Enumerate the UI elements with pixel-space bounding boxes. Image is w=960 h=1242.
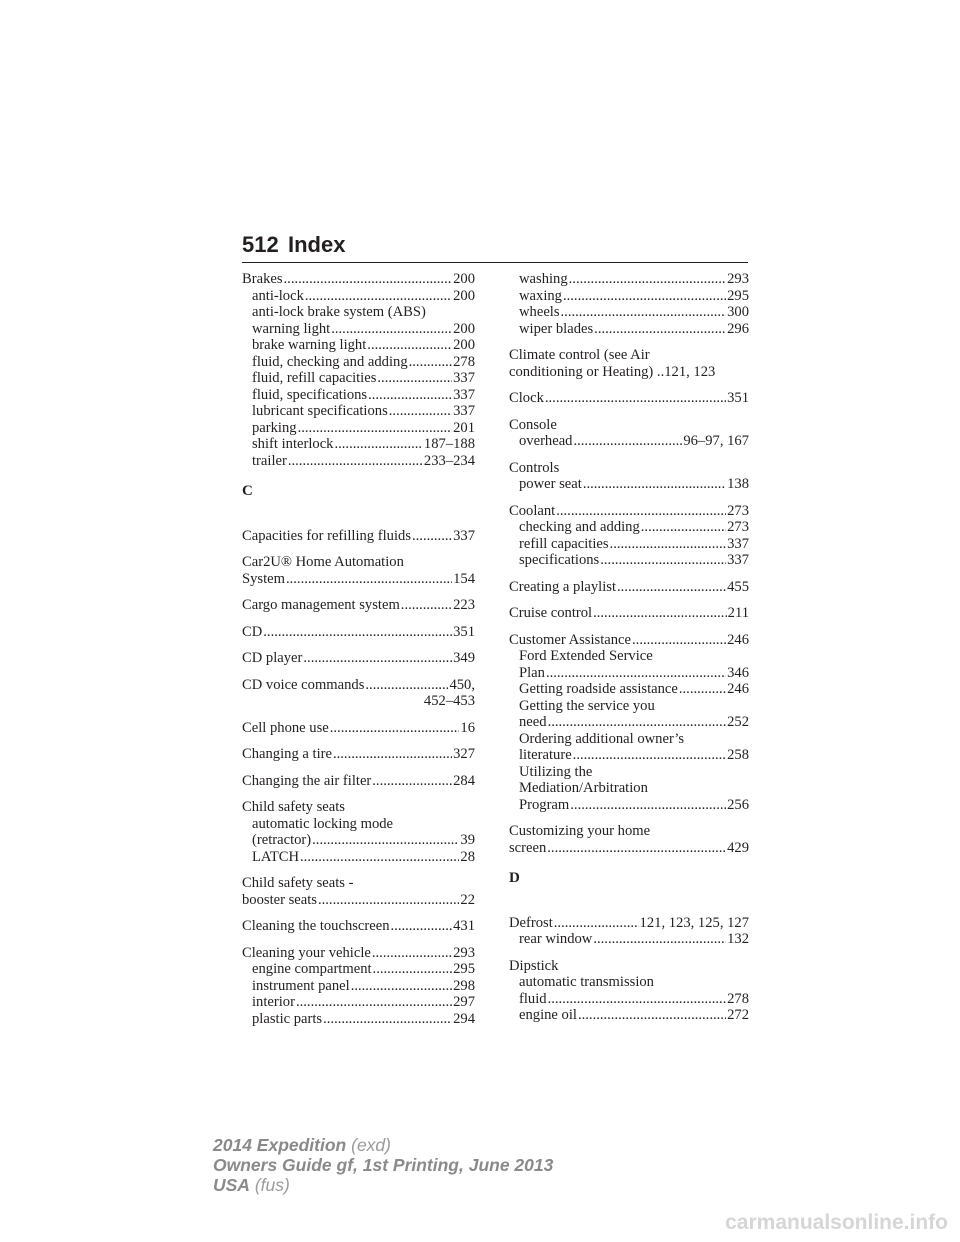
entry-text: instrument panel bbox=[252, 977, 350, 994]
entry-page-ref: 28 bbox=[460, 848, 475, 865]
index-entry bbox=[509, 958, 749, 1024]
index-heading bbox=[509, 364, 749, 381]
index-heading bbox=[242, 892, 475, 909]
entry-page-ref: 278 bbox=[453, 353, 475, 370]
dot-leader bbox=[263, 624, 452, 641]
entry-text: automatic locking mode bbox=[252, 815, 394, 832]
index-subentry bbox=[509, 321, 749, 338]
index-subentry bbox=[509, 433, 749, 450]
index-heading bbox=[509, 503, 749, 520]
index-subentry bbox=[509, 648, 749, 665]
footer-market: USA bbox=[213, 1175, 250, 1195]
dot-leader bbox=[377, 370, 452, 387]
dot-leader bbox=[561, 304, 727, 321]
index-entry bbox=[509, 915, 749, 948]
index-entry bbox=[242, 918, 475, 935]
entry-page-ref: 337 bbox=[727, 535, 749, 552]
index-subentry bbox=[509, 797, 749, 814]
dot-leader bbox=[563, 288, 726, 305]
entry-text: Program bbox=[519, 796, 570, 813]
index-heading bbox=[242, 720, 475, 737]
dot-leader bbox=[365, 677, 448, 694]
index-entry bbox=[509, 579, 749, 596]
dot-leader bbox=[303, 650, 452, 667]
entry-page-ref: 431 bbox=[453, 918, 475, 934]
index-entry bbox=[242, 554, 475, 587]
entry-page-ref: 200 bbox=[453, 320, 475, 337]
footer-market-code: (fus) bbox=[254, 1175, 290, 1195]
entry-text: wiper blades bbox=[519, 320, 594, 337]
index-subentry bbox=[509, 536, 749, 553]
index-subentry bbox=[509, 519, 749, 536]
entry-page-ref: 300 bbox=[727, 304, 749, 320]
dot-leader bbox=[389, 403, 452, 420]
entry-text: literature bbox=[519, 747, 572, 763]
entry-text: booster seats bbox=[242, 891, 317, 908]
index-subentry bbox=[242, 816, 475, 833]
dot-leader bbox=[296, 994, 452, 1011]
index-heading bbox=[242, 624, 475, 641]
entry-page-ref: 337 bbox=[453, 370, 475, 386]
entry-text: engine oil bbox=[519, 1007, 577, 1023]
entry-text: Getting the service you bbox=[519, 697, 655, 714]
dot-leader bbox=[610, 536, 727, 553]
index-entry bbox=[242, 720, 475, 737]
index-subentry bbox=[242, 978, 475, 995]
entry-text: Climate control (see Air bbox=[509, 347, 650, 363]
index-entry bbox=[509, 503, 749, 569]
index-entry bbox=[242, 624, 475, 641]
dot-leader bbox=[391, 918, 453, 935]
index-entry bbox=[509, 271, 749, 337]
dot-leader bbox=[548, 991, 727, 1008]
entry-page-ref: 273 bbox=[727, 519, 749, 535]
entry-text: anti-lock brake system (ABS) bbox=[252, 304, 426, 320]
entry-page-ref: 337 bbox=[453, 386, 475, 403]
entry-text: Changing a tire bbox=[242, 746, 332, 762]
entry-text: conditioning or Heating) ..121, 123 bbox=[509, 363, 716, 380]
entry-page-ref: 337 bbox=[453, 403, 475, 419]
dot-leader bbox=[569, 271, 726, 288]
dot-leader bbox=[547, 840, 726, 857]
index-heading bbox=[242, 773, 475, 790]
entry-text: CD voice commands bbox=[242, 676, 365, 693]
entry-text: lubricant specifications bbox=[252, 403, 388, 419]
footer-model-code: (exd) bbox=[351, 1135, 391, 1155]
entry-page-ref: 327 bbox=[453, 746, 475, 762]
dot-leader bbox=[600, 552, 726, 569]
index-entry bbox=[242, 528, 475, 545]
entry-text: Utilizing the bbox=[519, 763, 593, 780]
entry-page-ref: 201 bbox=[453, 419, 475, 436]
index-heading bbox=[509, 915, 749, 932]
index-entry bbox=[242, 746, 475, 763]
index-column-left bbox=[242, 271, 475, 1037]
index-column-right bbox=[509, 271, 749, 1034]
index-heading bbox=[242, 554, 475, 571]
index-heading bbox=[509, 460, 749, 477]
entry-page-ref: 349 bbox=[453, 650, 475, 666]
entry-page-ref: 429 bbox=[727, 839, 749, 856]
dot-leader bbox=[284, 271, 453, 288]
dot-leader bbox=[593, 605, 727, 622]
entry-page-ref: 351 bbox=[727, 390, 749, 406]
dot-leader bbox=[617, 579, 726, 596]
entry-text: Creating a playlist bbox=[509, 578, 616, 595]
dot-leader bbox=[679, 681, 726, 698]
entry-text: Cargo management system bbox=[242, 597, 400, 613]
dot-leader bbox=[288, 453, 423, 470]
dot-leader bbox=[368, 387, 452, 404]
entry-text: Controls bbox=[509, 459, 560, 476]
entry-page-ref: 278 bbox=[727, 990, 749, 1007]
index-subentry bbox=[509, 665, 749, 682]
index-subentry bbox=[509, 552, 749, 569]
entry-page-ref: 200 bbox=[453, 287, 475, 304]
entry-text: trailer bbox=[252, 452, 287, 469]
entry-page-ref: 154 bbox=[453, 570, 475, 587]
dot-leader bbox=[300, 849, 459, 866]
dot-leader bbox=[305, 288, 452, 305]
dot-leader bbox=[641, 519, 726, 536]
index-entry bbox=[509, 605, 749, 622]
dot-leader bbox=[573, 747, 726, 764]
dot-leader bbox=[367, 337, 452, 354]
entry-text: automatic transmission bbox=[519, 974, 654, 990]
entry-text: Coolant bbox=[509, 502, 556, 519]
index-heading bbox=[509, 347, 749, 364]
entry-page-ref: 450, bbox=[449, 676, 475, 693]
entry-text: Ford Extended Service bbox=[519, 648, 653, 664]
index-subentry bbox=[509, 681, 749, 698]
index-heading bbox=[509, 579, 749, 596]
entry-text: Child safety seats - bbox=[242, 875, 354, 891]
entry-text: washing bbox=[519, 271, 568, 287]
index-subentry bbox=[509, 764, 749, 781]
index-subentry bbox=[242, 453, 475, 470]
entry-page-ref: 223 bbox=[453, 597, 475, 613]
entry-page-ref: 337 bbox=[727, 552, 749, 568]
index-heading bbox=[242, 571, 475, 588]
entry-text: Child safety seats bbox=[242, 799, 345, 815]
index-entry bbox=[509, 632, 749, 814]
entry-text: LATCH bbox=[252, 848, 300, 865]
entry-page-ref: 351 bbox=[453, 623, 475, 640]
index-subentry bbox=[242, 337, 475, 354]
entry-text: Cleaning the touchscreen bbox=[242, 918, 390, 934]
entry-page-ref: 211 bbox=[727, 605, 749, 621]
index-subentry bbox=[242, 403, 475, 420]
entry-page-ref: 233–234 bbox=[423, 452, 475, 469]
entry-text: Customer Assistance bbox=[509, 631, 632, 648]
entry-text: Car2U® Home Automation bbox=[242, 554, 404, 570]
entry-page-ref: 132 bbox=[727, 931, 749, 947]
entry-text: warning light bbox=[252, 320, 331, 337]
entry-text: Brakes bbox=[242, 271, 283, 287]
index-entry bbox=[509, 417, 749, 450]
index-heading bbox=[242, 918, 475, 935]
index-entry bbox=[242, 875, 475, 908]
entry-text: checking and adding bbox=[519, 519, 640, 535]
entry-page-ref: 293 bbox=[727, 271, 749, 287]
index-subentry bbox=[242, 849, 475, 866]
index-heading bbox=[242, 799, 475, 816]
entry-text: CD player bbox=[242, 650, 303, 666]
index-subentry bbox=[242, 961, 475, 978]
entry-text: Mediation/Arbitration bbox=[519, 780, 648, 796]
entry-text: Dipstick bbox=[509, 957, 559, 974]
entry-text: Changing the air filter bbox=[242, 772, 372, 789]
entry-page-ref: 39 bbox=[460, 832, 475, 848]
entry-text: fluid, specifications bbox=[252, 386, 368, 403]
index-entry bbox=[242, 597, 475, 614]
entry-page-ref: 272 bbox=[727, 1007, 749, 1023]
index-subentry bbox=[509, 731, 749, 748]
index-heading bbox=[509, 840, 749, 857]
dot-leader bbox=[323, 1011, 452, 1028]
index-subentry bbox=[242, 1011, 475, 1028]
dot-leader bbox=[548, 714, 727, 731]
entry-page-ref: 246 bbox=[727, 681, 749, 697]
index-subentry bbox=[242, 994, 475, 1011]
dot-leader bbox=[545, 390, 726, 407]
entry-text: engine compartment bbox=[252, 961, 372, 977]
entry-page-ref: 297 bbox=[453, 994, 475, 1010]
entry-text: parking bbox=[252, 419, 297, 436]
entry-text: System bbox=[242, 570, 285, 587]
entry-page-ref: 200 bbox=[453, 337, 475, 353]
entry-text: fluid, checking and adding bbox=[252, 353, 408, 370]
index-subentry bbox=[242, 436, 475, 453]
dot-leader bbox=[409, 354, 452, 371]
index-heading bbox=[509, 958, 749, 975]
entry-text: need bbox=[519, 714, 547, 730]
index-heading bbox=[242, 597, 475, 614]
entry-text: Cleaning your vehicle bbox=[242, 944, 371, 961]
entry-page-ref: 293 bbox=[453, 944, 475, 961]
entry-page-ref: 246 bbox=[727, 631, 749, 648]
entry-page-ref: 22 bbox=[460, 891, 475, 908]
index-subentry bbox=[509, 476, 749, 493]
entry-text: anti-lock bbox=[252, 287, 304, 304]
dot-leader bbox=[546, 665, 726, 682]
dot-leader bbox=[583, 476, 726, 493]
index-entry bbox=[242, 945, 475, 1028]
dot-leader bbox=[372, 773, 452, 790]
index-entry bbox=[509, 347, 749, 380]
index-heading bbox=[242, 650, 475, 667]
section-letter: D bbox=[509, 870, 520, 886]
page-title: Index bbox=[288, 232, 346, 257]
dot-leader bbox=[372, 945, 452, 962]
entry-page-ref: 298 bbox=[453, 977, 475, 994]
index-subentry bbox=[242, 387, 475, 404]
entry-page-ref: 346 bbox=[727, 664, 749, 681]
entry-page-ref: 295 bbox=[727, 287, 749, 304]
entry-text: shift interlock bbox=[252, 436, 334, 452]
dot-leader bbox=[330, 720, 460, 737]
dot-leader bbox=[298, 420, 453, 437]
dot-leader bbox=[412, 528, 452, 545]
dot-leader bbox=[373, 961, 453, 978]
entry-text: interior bbox=[252, 994, 295, 1010]
entry-text: Defrost bbox=[509, 914, 553, 931]
dot-leader bbox=[570, 797, 726, 814]
dot-leader bbox=[401, 597, 452, 614]
index-heading bbox=[509, 605, 749, 622]
entry-page-ref: 273 bbox=[727, 502, 749, 519]
entry-page-ref: 337 bbox=[453, 527, 475, 544]
entry-page-ref: 16 bbox=[460, 719, 475, 736]
entry-text: Cruise control bbox=[509, 605, 593, 621]
entry-page-ref: 252 bbox=[727, 714, 749, 730]
index-heading bbox=[242, 677, 475, 694]
footer-imprint bbox=[213, 1135, 553, 1195]
entry-page-ref: 96–97, 167 bbox=[683, 433, 749, 449]
entry-text: Plan bbox=[519, 664, 545, 681]
footer-printing: Owners Guide gf, 1st Printing, June 2013 bbox=[213, 1155, 554, 1175]
dot-leader bbox=[333, 746, 452, 763]
index-subentry bbox=[509, 714, 749, 731]
entry-text: Console bbox=[509, 416, 557, 433]
index-subentry bbox=[242, 420, 475, 437]
entry-page-ref: 138 bbox=[727, 476, 749, 492]
index-subentry bbox=[242, 832, 475, 849]
entry-text: waxing bbox=[519, 287, 562, 304]
dot-leader bbox=[578, 1007, 726, 1024]
index-subentry bbox=[509, 974, 749, 991]
index-subentry bbox=[509, 698, 749, 715]
index-subentry bbox=[509, 780, 749, 797]
entry-page-ref: 121, 123, 125, 127 bbox=[639, 914, 749, 931]
dot-leader bbox=[594, 321, 726, 338]
entry-text: rear window bbox=[519, 931, 593, 947]
index-heading bbox=[509, 390, 749, 407]
entry-text: plastic parts bbox=[252, 1010, 323, 1027]
dot-leader bbox=[593, 931, 726, 948]
entry-page-ref: 295 bbox=[453, 961, 475, 977]
dot-leader bbox=[331, 321, 452, 338]
index-heading bbox=[242, 875, 475, 892]
entry-text: CD bbox=[242, 623, 263, 640]
dot-leader bbox=[351, 978, 452, 995]
entry-page-ref: 258 bbox=[727, 747, 749, 763]
index-entry bbox=[509, 823, 749, 856]
entry-page-ref: 200 bbox=[453, 271, 475, 287]
index-heading bbox=[509, 823, 749, 840]
section-letter: C bbox=[242, 483, 253, 499]
page-header bbox=[242, 230, 748, 263]
index-subentry bbox=[509, 1007, 749, 1024]
index-subentry bbox=[242, 370, 475, 387]
index-entry bbox=[242, 773, 475, 790]
index-subentry bbox=[242, 288, 475, 305]
index-heading bbox=[242, 945, 475, 962]
entry-text: fluid bbox=[519, 990, 547, 1007]
entry-page-ref: 256 bbox=[727, 796, 749, 813]
entry-page-ref: 455 bbox=[727, 578, 749, 595]
entry-text: refill capacities bbox=[519, 535, 609, 552]
index-subentry bbox=[509, 304, 749, 321]
page-number: 512 bbox=[242, 232, 279, 257]
dot-leader bbox=[286, 571, 452, 588]
index-heading bbox=[242, 271, 475, 288]
entry-text: overhead bbox=[519, 433, 573, 449]
index-subentry bbox=[509, 991, 749, 1008]
entry-text: Clock bbox=[509, 390, 544, 406]
entry-page-ref: 294 bbox=[453, 1010, 475, 1027]
entry-text: Capacities for refilling fluids bbox=[242, 527, 411, 544]
index-entry bbox=[242, 677, 475, 710]
index-heading bbox=[242, 746, 475, 763]
entry-page-ref: 296 bbox=[727, 320, 749, 337]
index-entry bbox=[509, 390, 749, 407]
footer-model: 2014 Expedition bbox=[213, 1135, 347, 1155]
index-entry bbox=[509, 460, 749, 493]
index-subentry bbox=[509, 931, 749, 948]
index-subentry bbox=[509, 747, 749, 764]
entry-text: power seat bbox=[519, 476, 582, 492]
dot-leader bbox=[312, 832, 459, 849]
entry-page-ref: 187–188 bbox=[423, 436, 475, 452]
index-subentry bbox=[509, 271, 749, 288]
index-subentry bbox=[242, 321, 475, 338]
index-entry bbox=[242, 650, 475, 667]
index-heading bbox=[509, 417, 749, 434]
index-entry bbox=[242, 271, 475, 469]
entry-page-continuation: 452–453 bbox=[423, 693, 475, 709]
entry-page-ref: 284 bbox=[453, 772, 475, 789]
index-entry bbox=[242, 799, 475, 865]
entry-text: fluid, refill capacities bbox=[252, 370, 377, 386]
entry-text: wheels bbox=[519, 304, 560, 320]
dot-leader bbox=[554, 915, 639, 932]
watermark: carmanualsonline.info bbox=[725, 1211, 948, 1234]
entry-text: Customizing your home bbox=[509, 823, 651, 839]
dot-leader bbox=[318, 892, 459, 909]
index-subentry bbox=[242, 304, 475, 321]
index-heading bbox=[242, 528, 475, 545]
entry-text: specifications bbox=[519, 552, 600, 568]
entry-text: Cell phone use bbox=[242, 719, 329, 736]
entry-text: screen bbox=[509, 839, 547, 856]
index-subentry bbox=[509, 288, 749, 305]
entry-text: brake warning light bbox=[252, 337, 367, 353]
dot-leader bbox=[556, 503, 726, 520]
dot-leader bbox=[573, 433, 682, 450]
dot-leader bbox=[334, 436, 422, 453]
index-heading bbox=[509, 632, 749, 649]
entry-text: (retractor) bbox=[252, 832, 312, 848]
entry-text: Getting roadside assistance bbox=[519, 681, 678, 697]
index-subentry bbox=[242, 354, 475, 371]
dot-leader bbox=[632, 632, 726, 649]
entry-text: Ordering additional owner’s bbox=[519, 730, 685, 747]
